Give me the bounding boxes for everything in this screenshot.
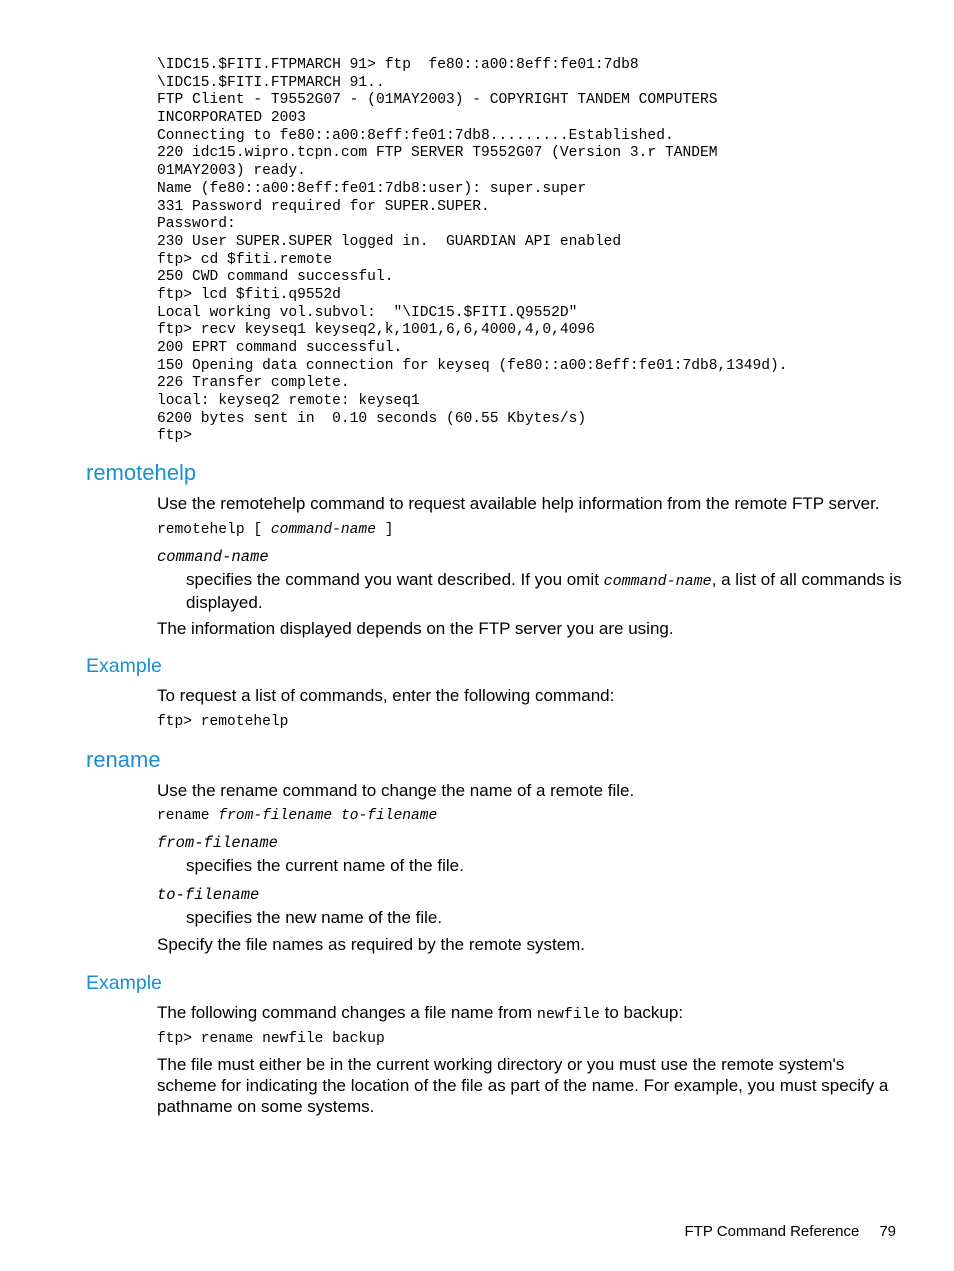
session-line: ftp> [157, 428, 193, 445]
syntax-arg: command-name [270, 522, 376, 538]
rename-intro: Use the rename command to change the name of a remote file. [157, 781, 635, 800]
session-line: 230 User SUPER.SUPER logged in. GUARDIAN API enabled [157, 233, 622, 250]
ftp-session-listing [157, 57, 917, 446]
session-line: 331 Password required for SUPER.SUPER. [157, 198, 490, 215]
rename-example-code: ftp> rename newfile backup [157, 1031, 385, 1047]
rename-syntax [157, 808, 437, 826]
syntax-sep [332, 808, 341, 824]
remotehelp-intro: Use the remotehelp command to request available help information from the remote FTP server. [157, 494, 880, 513]
session-line: 200 EPRT command successful. [157, 340, 403, 356]
syntax-prefix: remotehelp [ [157, 522, 271, 538]
session-line: 226 Transfer complete. [157, 375, 350, 392]
rename-term-from-description: specifies the current name of the file. [186, 856, 464, 875]
remotehelp-example-heading: Example [86, 655, 162, 677]
page-footer [685, 1222, 896, 1242]
session-line: 150 Opening data connection for keyseq (fe80::a00:8eff:fe01:7db8,1349d). [157, 357, 788, 374]
rename-term-to: to-filename [157, 886, 260, 904]
syntax-arg: to-filename [340, 808, 438, 824]
session-line: 6200 bytes sent in 0.10 seconds (60.55 Kbytes/s) [157, 410, 587, 427]
rename-example-heading: Example [86, 972, 162, 994]
rename-term-from: from-filename [157, 834, 278, 852]
session-line: ftp> cd $fiti.remote [157, 251, 333, 268]
desc-text: , a list of all commands is displayed. [186, 570, 902, 612]
session-line: 220 idc15.wipro.tcpn.com FTP SERVER T9552G07 (Version 3.r TANDEM [157, 145, 718, 162]
remotehelp-heading: remotehelp [86, 460, 197, 485]
remotehelp-example-text: To request a list of commands, enter the following command: [157, 686, 615, 705]
rename-note: Specify the file names as required by the remote system. [157, 935, 586, 954]
rename-heading: rename [86, 747, 161, 772]
syntax-arg: from-filename [218, 808, 333, 824]
rename-term-to-description: specifies the new name of the file. [186, 908, 443, 927]
session-line: Name (fe80::a00:8eff:fe01:7db8:user): super.super [157, 180, 587, 197]
session-line: \IDC15.$FITI.FTPMARCH 91> ftp fe80::a00:8eff:fe01:7db8 [157, 57, 639, 73]
remotehelp-example-code: ftp> remotehelp [157, 714, 289, 730]
session-line: \IDC15.$FITI.FTPMARCH 91.. [157, 74, 385, 91]
session-line: INCORPORATED 2003 [157, 110, 306, 127]
footer-section-title: FTP Command Reference [684, 1223, 860, 1240]
rename-example-text [157, 1002, 902, 1025]
session-line: ftp> recv keyseq1 keyseq2,k,1001,6,6,4000,4,0,4096 [157, 322, 595, 339]
remotehelp-syntax [157, 522, 393, 540]
session-line: local: keyseq2 remote: keyseq1 [157, 393, 420, 410]
remotehelp-note: The information displayed depends on the FTP server you are using. [157, 619, 674, 638]
session-line: ftp> lcd $fiti.q9552d [157, 286, 341, 303]
rename-closing-paragraph: The file must either be in the current working directory or you must use the remote system's scheme for indicating the location of the file as part of the name. For example, you must specify a pathname on some systems. [157, 1055, 889, 1116]
session-line: 01MAY2003) ready. [157, 163, 306, 180]
session-line: Connecting to fe80::a00:8eff:fe01:7db8.........Established. [157, 127, 674, 144]
desc-text: specifies the command you want described. If you omit [186, 570, 604, 589]
remotehelp-term-description [186, 569, 902, 613]
session-line: 250 CWD command successful. [157, 269, 394, 286]
session-line: FTP Client - T9552G07 - (01MAY2003) - COPYRIGHT TANDEM COMPUTERS [157, 92, 718, 109]
session-line: Password: [157, 216, 236, 233]
example-text: to backup: [599, 1003, 684, 1022]
session-line: Local working vol.subvol: "\IDC15.$FITI.Q9552D" [157, 304, 578, 321]
syntax-suffix: ] [375, 522, 394, 538]
example-text: The following command changes a file name from [157, 1003, 537, 1022]
desc-code: command-name [603, 573, 712, 590]
syntax-prefix: rename [157, 808, 219, 824]
remotehelp-term: command-name [157, 548, 269, 566]
example-inline-code: newfile [536, 1006, 600, 1023]
page-number: 79 [879, 1223, 896, 1240]
